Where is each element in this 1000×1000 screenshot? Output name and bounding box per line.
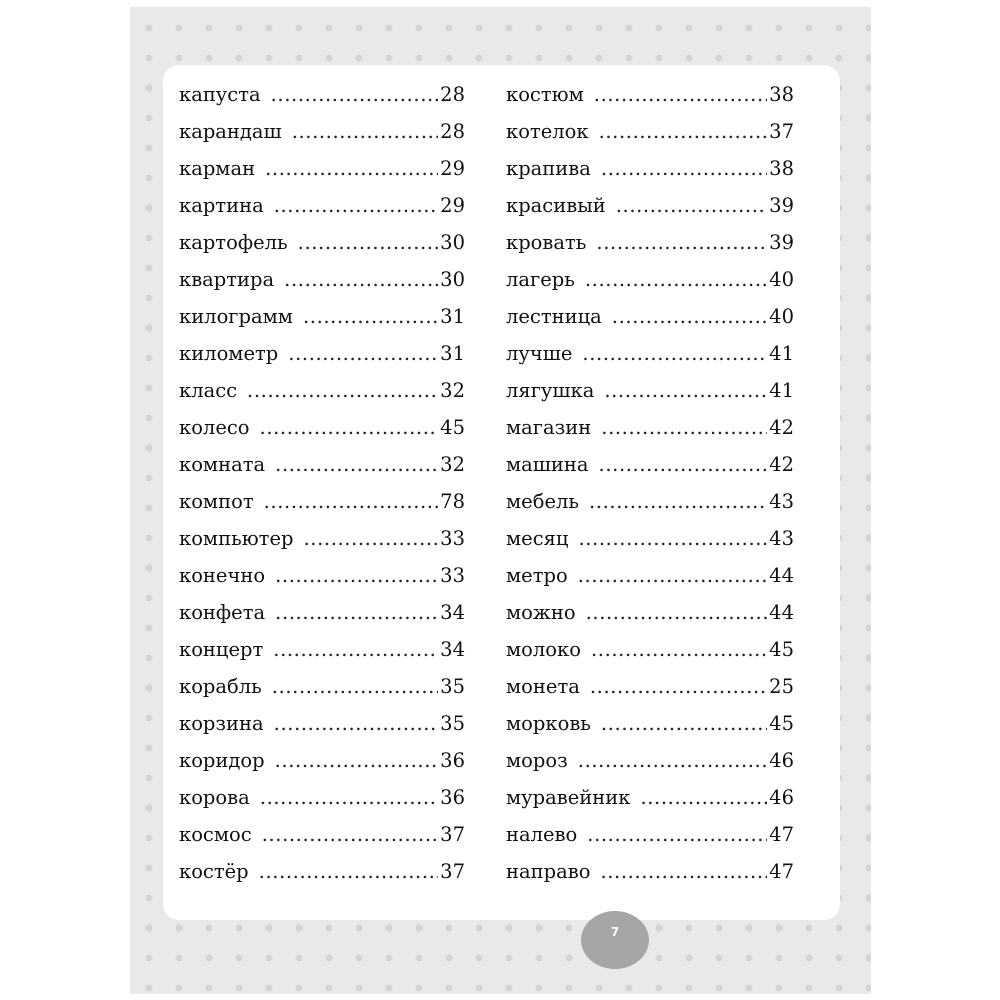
dot-leader [590,675,767,698]
index-word: квартира [179,268,275,291]
index-page-number: 38 [769,83,794,106]
dot-leader [275,564,438,587]
dot-leader [271,83,439,106]
index-page-number: 33 [440,564,465,587]
index-page-number: 46 [769,786,794,809]
index-entry [506,157,794,194]
dot-leader [260,786,438,809]
index-word: метро [506,564,568,587]
index-entry [506,194,794,231]
index-page-number: 29 [440,194,465,217]
index-entry [179,194,465,231]
index-page-number: 43 [769,527,794,550]
index-word: карман [179,157,256,180]
dot-leader [275,601,438,624]
index-word: космос [179,823,252,846]
index-entry [506,601,794,638]
index-entry [506,453,794,490]
index-entry [179,527,465,564]
index-page-number: 30 [440,231,465,254]
dot-leader [284,268,438,291]
index-page-number: 42 [769,416,794,439]
index-entry [506,638,794,675]
index-page-number: 42 [769,453,794,476]
index-panel [163,65,840,920]
index-page-number: 47 [769,860,794,883]
index-column-left [179,83,465,897]
index-page-number: 37 [440,860,465,883]
index-page-number: 45 [769,638,794,661]
index-word: костёр [179,860,249,883]
index-entry [179,342,465,379]
index-page-number: 44 [769,564,794,587]
index-word: крапива [506,157,591,180]
index-word: колесо [179,416,250,439]
index-word: конечно [179,564,266,587]
dot-leader [262,823,438,846]
index-word: морковь [506,712,591,735]
index-entry [179,416,465,453]
index-page-number: 30 [440,268,465,291]
index-word: муравейник [506,786,631,809]
index-page-number: 29 [440,157,465,180]
index-page-number: 33 [440,527,465,550]
index-entry [179,749,465,786]
index-word: молоко [506,638,581,661]
dot-leader [274,712,439,735]
index-page-number: 31 [440,305,465,328]
dot-leader [274,194,438,217]
index-entry [179,712,465,749]
index-word: лягушка [506,379,595,402]
index-page-number: 47 [769,823,794,846]
index-page-number: 40 [769,305,794,328]
index-entry [179,83,465,120]
dot-leader [578,527,767,550]
dot-leader [273,638,438,661]
dot-leader [601,157,767,180]
index-word: месяц [506,527,569,550]
index-entry [506,305,794,342]
index-entry [179,379,465,416]
index-page-number: 39 [769,231,794,254]
index-entry [506,564,794,601]
index-entry [179,564,465,601]
index-entry [506,268,794,305]
index-word: компьютер [179,527,294,550]
index-word: килограмм [179,305,293,328]
dot-leader [265,157,438,180]
dot-leader [586,601,768,624]
index-page-number: 25 [769,675,794,698]
dot-leader [304,527,439,550]
index-word: капуста [179,83,261,106]
index-word: котелок [506,120,589,143]
index-entry [506,83,794,120]
index-word: класс [179,379,238,402]
index-word: карандаш [179,120,282,143]
dot-leader [247,379,438,402]
index-entry [179,231,465,268]
index-page-number: 38 [769,157,794,180]
dot-leader [596,231,767,254]
index-entry [179,823,465,860]
index-page-number: 46 [769,749,794,772]
index-page-number: 36 [440,749,465,772]
index-word: можно [506,601,576,624]
index-page-number: 39 [769,194,794,217]
dot-leader [292,120,438,143]
index-entry [506,823,794,860]
dot-leader [604,379,767,402]
index-entry [506,379,794,416]
index-word: магазин [506,416,592,439]
index-word: корабль [179,675,262,698]
index-word: налево [506,823,578,846]
index-entry [179,305,465,342]
dot-leader [275,453,438,476]
dot-leader [599,120,768,143]
index-page-number: 41 [769,379,794,402]
index-word: мороз [506,749,568,772]
index-entry [506,786,794,823]
dot-leader [298,231,439,254]
index-page-number: 45 [769,712,794,735]
page-number: 7 [610,925,620,939]
dot-leader [259,860,439,883]
dot-leader [591,638,767,661]
index-entry [179,786,465,823]
index-entry [179,860,465,897]
index-page-number: 45 [440,416,465,439]
index-entry [179,453,465,490]
index-page-number: 78 [440,490,465,513]
index-page-number: 35 [440,712,465,735]
dot-leader [601,416,767,439]
index-word: лагерь [506,268,575,291]
index-page-number: 28 [440,83,465,106]
index-word: лучше [506,342,573,365]
index-page-number: 34 [440,638,465,661]
index-word: машина [506,453,589,476]
index-word: корзина [179,712,264,735]
index-word: красивый [506,194,606,217]
index-entry [506,231,794,268]
dot-leader [288,342,438,365]
dot-leader [275,749,439,772]
index-entry [506,120,794,157]
index-page-number: 37 [440,823,465,846]
index-entry [179,120,465,157]
index-entry [506,749,794,786]
dot-leader [601,712,767,735]
index-word: направо [506,860,591,883]
index-word: кровать [506,231,587,254]
dot-leader [272,675,438,698]
dot-leader [264,490,439,513]
index-page-number: 43 [769,490,794,513]
index-entry [506,860,794,897]
index-entry [179,157,465,194]
dot-leader [640,786,767,809]
index-entry [506,416,794,453]
dot-leader [260,416,439,439]
index-entry [179,490,465,527]
index-page-number: 37 [769,120,794,143]
index-entry [179,638,465,675]
dot-leader [594,83,767,106]
index-entry [179,601,465,638]
dot-leader [612,305,767,328]
dot-leader [589,490,767,513]
index-page-number: 36 [440,786,465,809]
index-word: концерт [179,638,264,661]
index-page-number: 32 [440,453,465,476]
index-entry [179,268,465,305]
dot-leader [578,749,767,772]
dot-leader [599,453,768,476]
index-word: конфета [179,601,266,624]
index-page-number: 35 [440,675,465,698]
index-word: компот [179,490,254,513]
dot-leader [587,823,767,846]
index-word: километр [179,342,279,365]
dot-leader [582,342,767,365]
index-entry [506,342,794,379]
index-entry [506,712,794,749]
index-page-number: 31 [440,342,465,365]
index-word: костюм [506,83,584,106]
page-number-badge [581,911,649,969]
index-word: корова [179,786,250,809]
index-page-number: 40 [769,268,794,291]
index-word: картина [179,194,264,217]
dot-leader [578,564,767,587]
index-column-right [506,83,794,897]
book-page [130,7,871,994]
dot-leader [600,860,767,883]
index-page-number: 44 [769,601,794,624]
index-entry [506,527,794,564]
index-page-number: 28 [440,120,465,143]
index-word: лестница [506,305,602,328]
dot-leader [616,194,767,217]
index-page-number: 34 [440,601,465,624]
index-entry [179,675,465,712]
dot-leader [303,305,438,328]
index-word: мебель [506,490,579,513]
index-word: коридор [179,749,265,772]
index-page-number: 41 [769,342,794,365]
index-word: монета [506,675,580,698]
index-entry [506,490,794,527]
index-page-number: 32 [440,379,465,402]
index-entry [506,675,794,712]
index-word: картофель [179,231,288,254]
index-word: комната [179,453,266,476]
dot-leader [585,268,767,291]
